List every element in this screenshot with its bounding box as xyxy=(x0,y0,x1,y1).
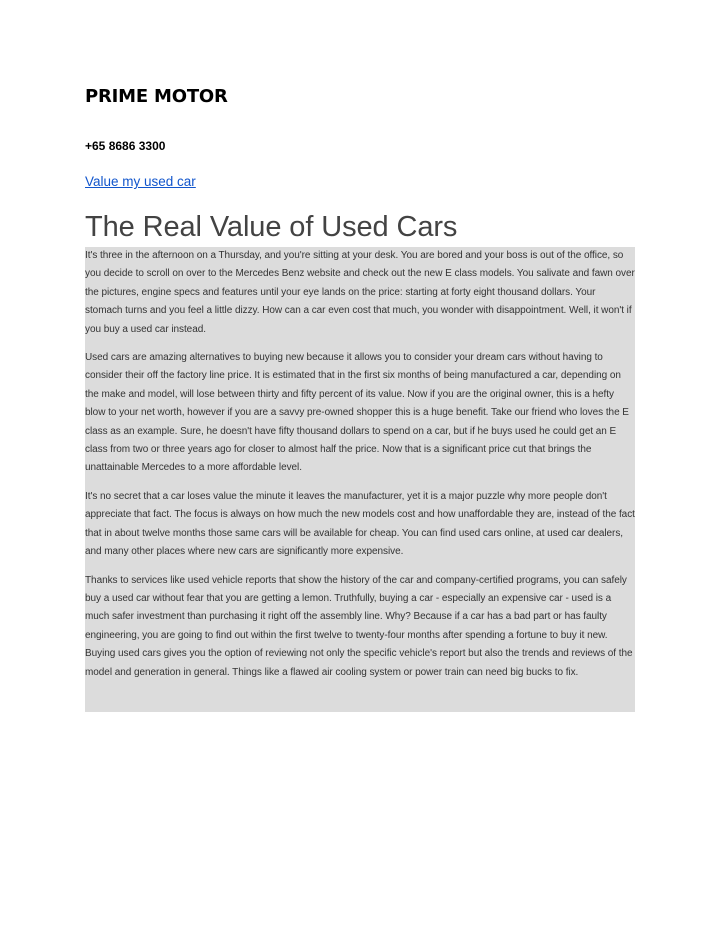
value-my-used-car-link[interactable]: Value my used car xyxy=(85,174,196,189)
article-body xyxy=(85,247,635,712)
article-paragraph-1: It's three in the afternoon on a Thursday, and you're sitting at your desk. You are bored and your boss is out of the office, so you decide to scroll on over to the Mercedes Benz website and check out the new E class models. You salivate and fawn over the pictures, engine specs and features until your eye lands on the price: starting at forty eight thousand dollars. Your stomach turns and you feel a little dizzy. How can a car even cost that much, you wonder with disappointment. Well, it won't if you buy a used car instead. xyxy=(85,250,635,335)
phone-number: +65 8686 3300 xyxy=(85,139,166,153)
article-title: The Real Value of Used Cars xyxy=(85,211,458,243)
article-paragraph-2: Used cars are amazing alternatives to buying new because it allows you to consider your dream cars without having to consider their off the factory line price. It is estimated that in the first six months of being manufactured a car, depending on the make and model, will lose between thirty and fifty percent of its value. Now if you are the original owner, this is a hefty blow to your net worth, however if you are a savvy pre-owned shopper this is a huge benefit. Take our friend who loves the E class as an example. Sure, he doesn't have fifty thousand dollars to spend on a car, but if he buys used he could get an E class from two or three years ago for closer to almost half the price. Now that is a significant price cut that brings the unattainable Mercedes to a more affordable level. xyxy=(85,352,629,474)
article-paragraph-3: It's no secret that a car loses value the minute it leaves the manufacturer, yet it is a major puzzle why more people don't appreciate that fact. The focus is always on how much the new models cost and how unaffordable they are, instead of the fact that in about twelve months those same cars will be available for cheap. You can find used cars online, at used car dealers, and many other places where new cars are significantly more expensive. xyxy=(85,490,635,558)
brand-title: PRIME MOTOR xyxy=(85,86,228,107)
article-paragraph-4: Thanks to services like used vehicle reports that show the history of the car and company-certified programs, you can safely buy a used car without fear that you are getting a lemon. Truthfully, buying a car - especially an expensive car - used is a much safer investment than purchasing it right off the assembly line. Why? Because if a car has a bad part or has faulty engineering, you are going to find out within the first twelve to twenty-four months after spending a fortune to buy it new. Buying used cars gives you the option of reviewing not only the specific vehicle's report but also the trends and reviews of the model and generation in general. Things like a flawed air cooling system or power train can need big bucks to fix. xyxy=(85,574,633,678)
